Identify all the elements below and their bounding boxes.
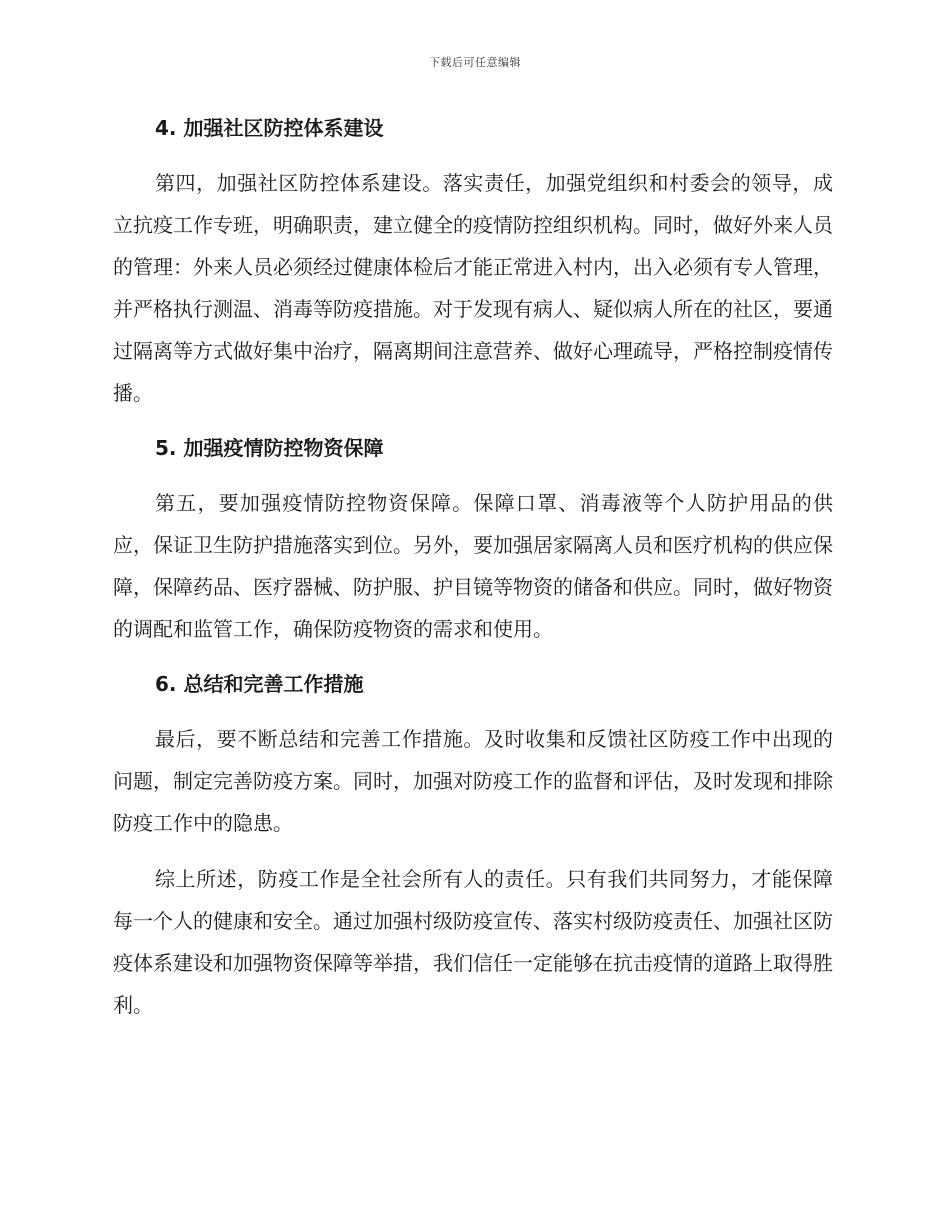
- section-paragraph-5: 第五，要加强疫情防控物资保障。保障口罩、消毒液等个人防护用品的供应，保证卫生防护措施落实到位。另外，要加强居家隔离人员和医疗机构的供应保障，保障药品、医疗器械、防护服、护目镜等物资的储备和供应。同时，做好物资的调配和监管工作，确保防疫物资的需求和使用。: [113, 491, 833, 641]
- section-paragraph-6: 最后，要不断总结和完善工作措施。及时收集和反馈社区防疫工作中出现的问题，制定完善防疫方案。同时，加强对防疫工作的监督和评估，及时发现和排除防疫工作中的隐患。: [113, 727, 833, 835]
- section-paragraph-4: 第四，加强社区防控体系建设。落实责任，加强党组织和村委会的领导，成立抗疫工作专班，明确职责，建立健全的疫情防控组织机构。同时，做好外来人员的管理：外来人员必须经过健康体检后才能正常进入村内，出入必须有专人管理，并严格执行测温、消毒等防疫措施。对于发现有病人、疑似病人所在的社区，要通过隔离等方式做好集中治疗，隔离期间注意营养、做好心理疏导，严格控制疫情传播。: [113, 171, 833, 405]
- document-body: [113, 108, 833, 1026]
- conclusion-paragraph: 综上所述，防疫工作是全社会所有人的责任。只有我们共同努力，才能保障每一个人的健康和安全。通过加强村级防疫宣传、落实村级防疫责任、加强社区防疫体系建设和加强物资保障等举措，我们信任一定能够在抗击疫情的道路上取得胜利。: [113, 867, 833, 1017]
- section-heading-6: 6. 总结和完善工作措施: [155, 672, 364, 696]
- section-heading-4: 4. 加强社区防控体系建设: [155, 116, 384, 140]
- header-note: 下载后可任意编辑: [429, 56, 521, 69]
- section-heading-5: 5. 加强疫情防控物资保障: [155, 436, 384, 460]
